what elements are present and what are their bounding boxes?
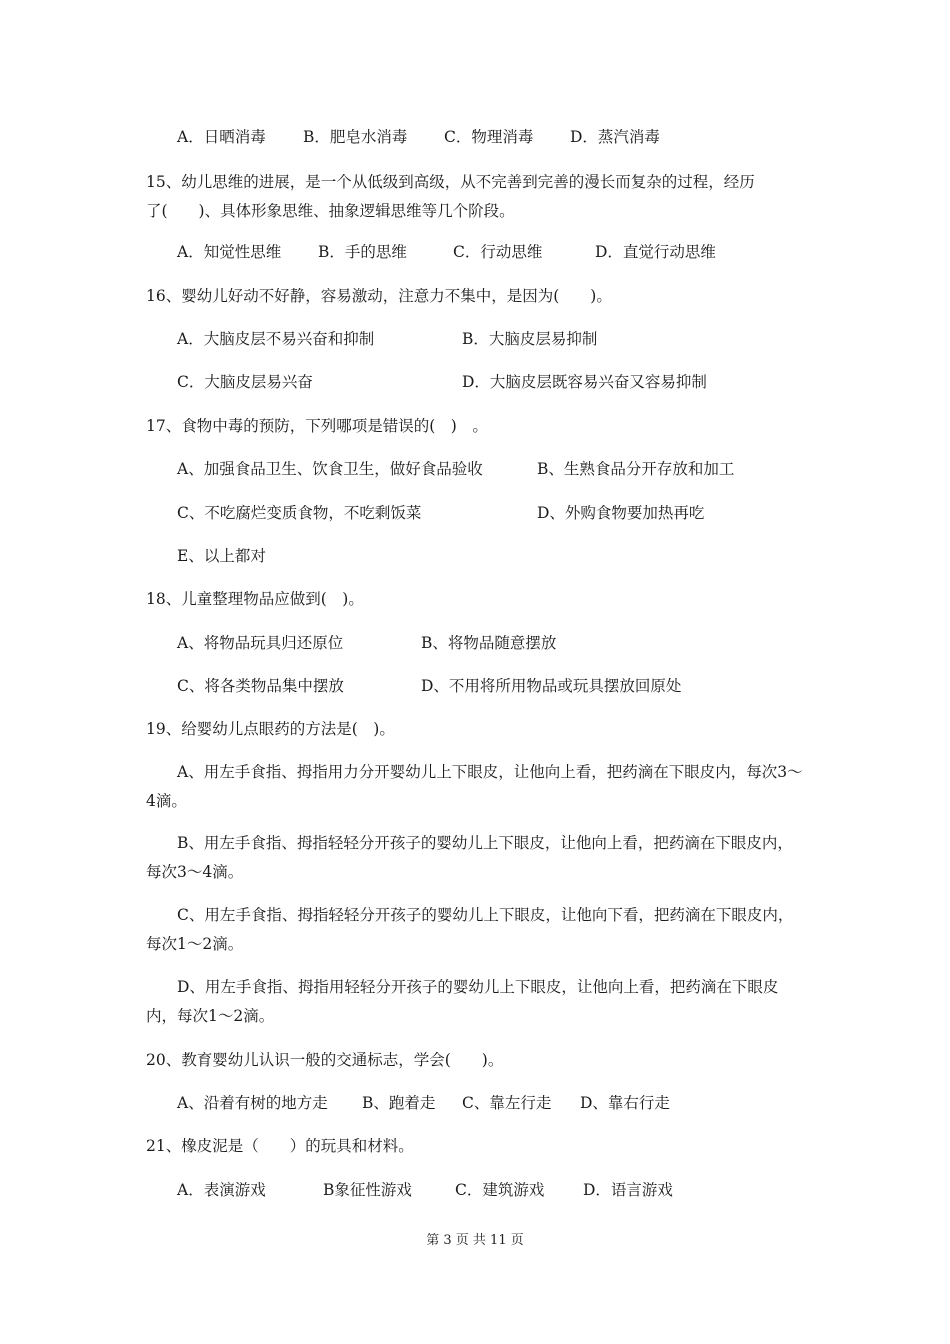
q18-option-a: A、将物品玩具归还原位 (177, 634, 344, 652)
q20-option-a: A、沿着有树的地方走 (177, 1094, 328, 1112)
q19-option-d: D、用左手食指、拇指用轻轻分开孩子的婴幼儿上下眼皮，让他向上看，把药滴在下眼皮内，每次1～2滴。 (146, 978, 779, 1025)
q20-stem: 20、教育婴幼儿认识一般的交通标志，学会( )。 (146, 1051, 504, 1069)
q19-stem: 19、给婴幼儿点眼药的方法是( )。 (146, 720, 395, 738)
q18-option-b: B、将物品随意摆放 (421, 634, 557, 652)
q16-option-a: A．大脑皮层不易兴奋和抑制 (177, 330, 375, 348)
q20-option-d: D、靠右行走 (580, 1094, 670, 1112)
q20-option-c: C、靠左行走 (462, 1094, 552, 1112)
q17-option-a: A、加强食品卫生、饮食卫生，做好食品验收 (177, 460, 483, 478)
q14-option-d: D．蒸汽消毒 (570, 128, 660, 146)
page-footer: 第 3 页 共 11 页 (426, 1233, 524, 1248)
q15-option-b: B．手的思维 (318, 243, 407, 261)
q16-option-c: C．大脑皮层易兴奋 (177, 373, 313, 391)
q21-option-a: A．表演游戏 (177, 1181, 266, 1199)
q16-option-b: B．大脑皮层易抑制 (462, 330, 598, 348)
q18-option-c: C、将各类物品集中摆放 (177, 677, 344, 695)
q17-option-c: C、不吃腐烂变质食物，不吃剩饭菜 (177, 504, 422, 522)
q18-option-d: D、不用将所用物品或玩具摆放回原处 (421, 677, 682, 695)
q19-option-a: A、用左手食指、拇指用力分开婴幼儿上下眼皮，让他向上看，把药滴在下眼皮内，每次3～4滴。 (146, 763, 803, 810)
q21-option-c: C．建筑游戏 (455, 1181, 545, 1199)
q16-stem: 16、婴幼儿好动不好静，容易激动，注意力不集中，是因为( )。 (146, 287, 612, 305)
q14-option-b: B．肥皂水消毒 (303, 128, 408, 146)
q19-option-b: B、用左手食指、拇指轻轻分开孩子的婴幼儿上下眼皮，让他向上看，把药滴在下眼皮内，每次3～4滴。 (146, 834, 793, 881)
q15-option-c: C．行动思维 (453, 243, 543, 261)
q15-option-d: D．直觉行动思维 (595, 243, 716, 261)
q15-stem-line1: 15、幼儿思维的进展，是一个从低级到高级，从不完善到完善的漫长而复杂的过程，经历 (146, 173, 755, 191)
q20-option-b: B、跑着走 (362, 1094, 436, 1112)
q14-option-a: A．日晒消毒 (177, 128, 266, 146)
q16-option-d: D．大脑皮层既容易兴奋又容易抑制 (462, 373, 707, 391)
q17-option-d: D、外购食物要加热再吃 (537, 504, 705, 522)
q17-option-e: E、以上都对 (177, 547, 266, 565)
q15-stem-line2: 了( )、具体形象思维、抽象逻辑思维等几个阶段。 (146, 202, 515, 220)
q21-option-d: D．语言游戏 (583, 1181, 673, 1199)
q17-stem: 17、食物中毒的预防，下列哪项是错误的( ) 。 (146, 417, 488, 435)
q17-option-b: B、生熟食品分开存放和加工 (537, 460, 735, 478)
q14-option-c: C．物理消毒 (444, 128, 534, 146)
q15-option-a: A．知觉性思维 (177, 243, 282, 261)
q21-option-b: B象征性游戏 (323, 1181, 412, 1199)
q18-stem: 18、儿童整理物品应做到( )。 (146, 590, 364, 608)
q21-stem: 21、橡皮泥是（ ）的玩具和材料。 (146, 1137, 414, 1155)
q19-option-c: C、用左手食指、拇指轻轻分开孩子的婴幼儿上下眼皮，让他向下看，把药滴在下眼皮内，每次1～2滴。 (146, 906, 794, 953)
